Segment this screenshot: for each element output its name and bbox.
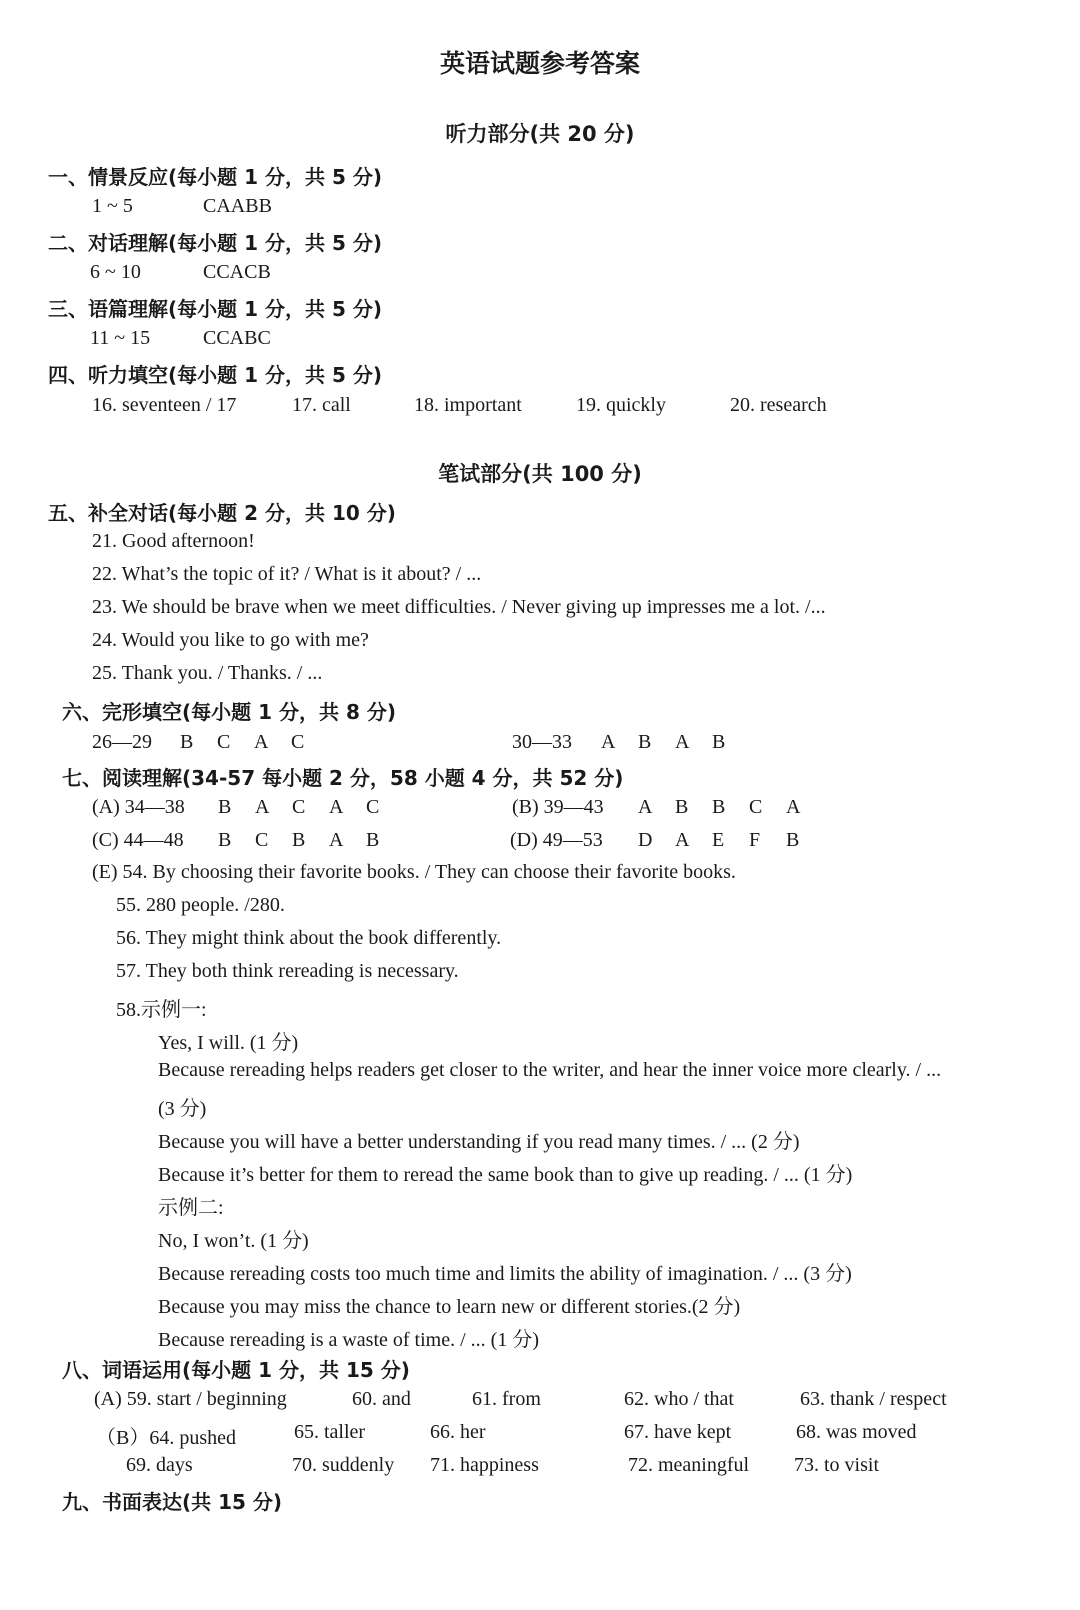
section-2-answers: CCACB — [203, 261, 271, 283]
example-1-line-5: Because it’s better for them to reread the same book than to give up reading. / ... (1 分) — [158, 1164, 853, 1186]
dialog-item-22: 22. What’s the topic of it? / What is it about? / ... — [92, 563, 482, 585]
reading-item-54: (E) 54. By choosing their favorite books. / They can choose their favorite books. — [92, 861, 736, 883]
word-item-64: （B）64. pushed — [96, 1427, 236, 1449]
page-title: 英语试题参考答案 — [439, 49, 640, 78]
example-2-line-3: Because you may miss the chance to learn new or different stories.(2 分) — [158, 1296, 741, 1318]
section-7-heading: 七、阅读理解(34-57 每小题 2 分，58 小题 4 分，共 52 分) — [62, 766, 624, 790]
section-2-range: 6 ~ 10 — [90, 261, 141, 283]
section-4-heading: 四、听力填空(每小题 1 分，共 5 分) — [48, 363, 382, 387]
section-3-heading: 三、语篇理解(每小题 1 分，共 5 分) — [48, 297, 382, 321]
section-1-answers: CAABB — [203, 195, 272, 217]
reading-answers-a: B A C A C — [218, 796, 380, 818]
word-item-70: 70. suddenly — [292, 1454, 395, 1476]
fill-item-17: 17. call — [292, 394, 351, 416]
section-1-range: 1 ~ 5 — [92, 195, 133, 217]
word-item-68: 68. was moved — [796, 1421, 917, 1443]
example-1-line-4: Because you will have a better understanding if you read many times. / ... (2 分) — [158, 1131, 800, 1153]
reading-range-d: (D) 49—53 — [510, 829, 603, 851]
cloze-answers-2: A B A B — [601, 731, 726, 753]
reading-answers-c: B C B A B — [218, 829, 380, 851]
section-5-heading: 五、补全对话(每小题 2 分，共 10 分) — [48, 501, 396, 525]
section-2-heading: 二、对话理解(每小题 1 分，共 5 分) — [48, 231, 382, 255]
listening-part-title: 听力部分(共 20 分) — [445, 122, 635, 146]
reading-item-58-label: 58.示例一: — [116, 999, 207, 1021]
section-3-range: 11 ~ 15 — [90, 327, 151, 349]
word-item-73: 73. to visit — [794, 1454, 880, 1476]
section-3-answers: CCABC — [203, 327, 271, 349]
example-2-line-4: Because rereading is a waste of time. / ... (1 分) — [158, 1329, 539, 1351]
cloze-range-1: 26—29 — [92, 731, 152, 753]
written-part-title: 笔试部分(共 100 分) — [438, 462, 642, 486]
reading-answers-d: D A E F B — [638, 829, 800, 851]
word-item-65: 65. taller — [294, 1421, 366, 1443]
fill-item-16: 16. seventeen / 17 — [92, 394, 237, 416]
word-item-69: 69. days — [126, 1454, 193, 1476]
word-item-71: 71. happiness — [430, 1454, 539, 1476]
section-1-heading: 一、情景反应(每小题 1 分，共 5 分) — [48, 165, 382, 189]
word-item-59: (A) 59. start / beginning — [94, 1388, 287, 1410]
fill-item-18: 18. important — [414, 394, 522, 416]
reading-range-a: (A) 34—38 — [92, 796, 185, 818]
reading-answers-b: A B B C A — [638, 796, 801, 818]
word-item-63: 63. thank / respect — [800, 1388, 947, 1410]
reading-item-55: 55. 280 people. /280. — [116, 894, 285, 916]
dialog-item-24: 24. Would you like to go with me? — [92, 629, 369, 651]
fill-item-19: 19. quickly — [576, 394, 666, 416]
dialog-item-23: 23. We should be brave when we meet difficulties. / Never giving up impresses me a lot. /... — [92, 596, 826, 618]
word-item-60: 60. and — [352, 1388, 411, 1410]
reading-item-56: 56. They might think about the book differently. — [116, 927, 502, 949]
cloze-answers-1: B C A C — [180, 731, 305, 753]
dialog-item-21: 21. Good afternoon! — [92, 530, 255, 552]
example-2-label: 示例二: — [158, 1197, 224, 1219]
word-item-66: 66. her — [430, 1421, 486, 1443]
example-1-line-3: (3 分) — [158, 1098, 207, 1120]
cloze-range-2: 30—33 — [512, 731, 572, 753]
word-item-72: 72. meaningful — [628, 1454, 750, 1476]
section-8-heading: 八、词语运用(每小题 1 分，共 15 分) — [62, 1358, 410, 1382]
section-6-heading: 六、完形填空(每小题 1 分，共 8 分) — [62, 700, 396, 724]
example-1-line-1: Yes, I will. (1 分) — [158, 1032, 299, 1054]
reading-range-c: (C) 44—48 — [92, 829, 184, 851]
dialog-item-25: 25. Thank you. / Thanks. / ... — [92, 662, 323, 684]
section-9-heading: 九、书面表达(共 15 分) — [62, 1490, 283, 1514]
reading-range-b: (B) 39—43 — [512, 796, 604, 818]
word-item-61: 61. from — [472, 1388, 541, 1410]
reading-item-57: 57. They both think rereading is necessary. — [116, 960, 459, 982]
fill-item-20: 20. research — [730, 394, 827, 416]
word-item-62: 62. who / that — [624, 1388, 734, 1410]
word-item-67: 67. have kept — [624, 1421, 732, 1443]
example-2-line-2: Because rereading costs too much time and limits the ability of imagination. / ... (3 分) — [158, 1263, 852, 1285]
example-1-line-2: Because rereading helps readers get closer to the writer, and hear the inner voice more clearly. / ... — [158, 1059, 942, 1081]
example-2-line-1: No, I won’t. (1 分) — [158, 1230, 309, 1252]
